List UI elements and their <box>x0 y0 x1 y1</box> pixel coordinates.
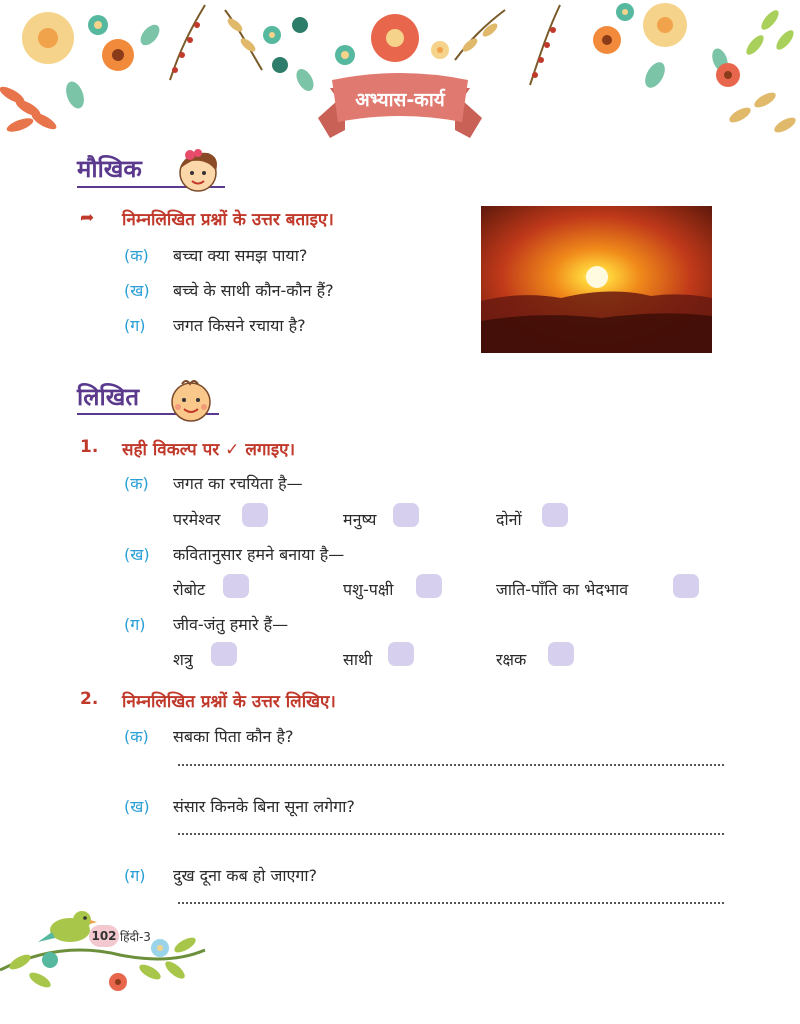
q1-item-text: कवितानुसार हमने बनाया है— <box>173 545 345 564</box>
arrow-icon: ➦ <box>80 208 95 228</box>
oral-item-marker: (ख) <box>124 281 150 300</box>
boy-face-icon <box>162 376 220 424</box>
oral-item-text: जगत किसने रचाया है? <box>173 316 306 335</box>
oral-heading: मौखिक <box>77 155 142 183</box>
q2-item-marker: (ग) <box>124 866 146 885</box>
option-label: परमेश्वर <box>173 510 221 529</box>
tick-icon: ✓ <box>225 440 240 460</box>
book-label: हिंदी-3 <box>120 930 151 944</box>
option-checkbox[interactable] <box>548 642 574 666</box>
option-checkbox[interactable] <box>211 642 237 666</box>
oral-question-title: निम्नलिखित प्रश्नों के उत्तर बताइए। <box>122 210 334 230</box>
page-number: 102 <box>89 925 119 947</box>
oral-item-marker: (क) <box>124 246 149 265</box>
option-checkbox[interactable] <box>673 574 699 598</box>
oral-item-text: बच्चे के साथी कौन-कौन हैं? <box>173 281 334 300</box>
q2-item-marker: (क) <box>124 727 149 746</box>
option-label: साथी <box>343 650 373 669</box>
option-checkbox[interactable] <box>542 503 568 527</box>
answer-line[interactable] <box>178 902 724 904</box>
option-label: रक्षक <box>496 650 527 669</box>
answer-line[interactable] <box>178 833 724 835</box>
option-label: दोनों <box>496 510 522 529</box>
exercise-banner-title: अभ्यास-कार्य <box>355 89 445 111</box>
bird-branch-decoration <box>0 900 220 1024</box>
question-1-title <box>122 437 295 460</box>
option-label: शत्रु <box>173 650 193 669</box>
oral-item-text: बच्चा क्या समझ पाया? <box>173 246 308 265</box>
option-checkbox[interactable] <box>393 503 419 527</box>
written-heading: लिखित <box>77 383 140 411</box>
q2-item-text: सबका पिता कौन है? <box>173 727 294 746</box>
question-1-number: 1. <box>80 437 99 457</box>
answer-line[interactable] <box>178 764 724 766</box>
oral-item-marker: (ग) <box>124 316 146 335</box>
question-2-title: निम्नलिखित प्रश्नों के उत्तर लिखिए। <box>122 692 336 712</box>
question-1-title-after: लगाइए। <box>245 440 296 460</box>
question-2-number: 2. <box>80 689 99 709</box>
q1-item-marker: (ग) <box>124 615 146 634</box>
q1-item-marker: (ख) <box>124 545 150 564</box>
q1-item-marker: (क) <box>124 474 149 493</box>
floral-header-decoration <box>0 0 800 150</box>
sunset-photo <box>481 206 712 353</box>
q2-item-marker: (ख) <box>124 797 150 816</box>
q1-item-text: जीव-जंतु हमारे हैं— <box>173 615 289 634</box>
question-1-title-before: सही विकल्प पर <box>122 440 220 460</box>
option-checkbox[interactable] <box>242 503 268 527</box>
option-label: पशु-पक्षी <box>343 580 394 599</box>
girl-face-icon <box>168 145 228 195</box>
option-label: जाति-पाँति का भेदभाव <box>496 580 629 599</box>
option-checkbox[interactable] <box>388 642 414 666</box>
q1-item-text: जगत का रचयिता है— <box>173 474 303 493</box>
option-label: मनुष्य <box>343 510 377 529</box>
q2-item-text: संसार किनके बिना सूना लगेगा? <box>173 797 355 816</box>
option-checkbox[interactable] <box>416 574 442 598</box>
option-checkbox[interactable] <box>223 574 249 598</box>
option-label: रोबोट <box>173 580 206 599</box>
q2-item-text: दुख दूना कब हो जाएगा? <box>173 866 318 885</box>
